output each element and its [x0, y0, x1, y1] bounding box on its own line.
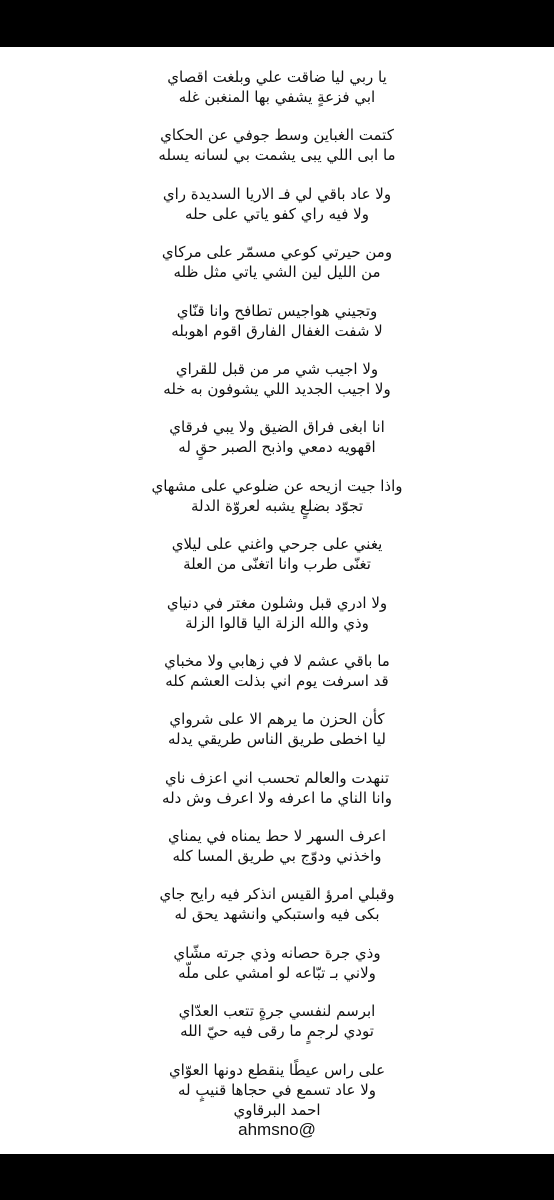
poem-stanza — [0, 709, 554, 767]
poem-stanza — [0, 826, 554, 884]
poem-line: اعرف السهر لا حط يمناه في يمناي — [167, 827, 387, 846]
poem-line: تنهدت والعالم تحسب اني اعزف ناي — [164, 768, 390, 787]
poem-line: ليا اخطى طريق الناس طريقي يدله — [168, 730, 386, 749]
poem-line: ولا عاد باقي لي فـ الاريا السديدة راي — [162, 184, 392, 203]
poem-line: ولا فيه راي كفو ياتي على حله — [185, 204, 369, 223]
poem-line: ولاني بـ تبّاعه لو امشي على ملّه — [178, 963, 376, 982]
poem-stanza — [0, 593, 554, 651]
poem-line: يا ربي ليا ضاقت علي وبلغت اقصاي — [167, 68, 387, 86]
author-name: احمد البرقاوي — [233, 1101, 321, 1119]
poem-line: ابي فزعةٍ يشفي بها المنغبن غله — [178, 88, 376, 106]
poem-line: ولا اجيب الجديد اللي يشوفون به خله — [163, 379, 391, 398]
poem-stanza — [0, 301, 554, 359]
poem-line: ولا ادري قبل وشلون مغتر في دنياي — [166, 593, 388, 612]
poem-stanza — [0, 359, 554, 417]
poem-line: يغني على جرحي واغني على ليلاي — [171, 535, 383, 554]
poem-stanza — [0, 184, 554, 242]
poem-line: لا شفت الغفال الفارق اقوم اهوبله — [171, 321, 383, 340]
poem-line: كأن الحزن ما يرهم الا على شرواي — [169, 710, 385, 729]
poem-stanza — [0, 1001, 554, 1059]
poem-line: اقهويه دمعي واذبح الصبر حقٍ له — [178, 438, 376, 457]
poem-line: ولا اجيب شي مر من قبل للقراي — [175, 359, 379, 378]
author-handle: ahmsno@ — [238, 1120, 316, 1139]
poem-line: وذي جرة حصانه وذي جرته مشّاي — [173, 943, 381, 962]
document-page — [0, 47, 554, 1154]
poem-stanza — [0, 943, 554, 1001]
poem-line: وذي والله الزلة اليا قالوا الزلة — [185, 613, 369, 632]
poem-line: واذا جيت ازيحه عن ضلوعي على مشهاي — [151, 476, 403, 495]
poem-line: من الليل لين الشي ياتي مثل ظله — [173, 263, 381, 282]
poem-stanza — [0, 242, 554, 300]
poem-line: واخذني ودوّج بي طريق المسا كله — [172, 847, 382, 866]
poem-line: ما ابى اللي يبى يشمت بي لسانه يسله — [158, 146, 396, 165]
poem-stanza — [0, 768, 554, 826]
poem-line: على راس عيطًا ينقطع دونها العوّاي — [168, 1060, 386, 1079]
poem-line: وقبلي امرؤ القيس انذكر فيه رايح جاي — [159, 885, 395, 904]
poem-line: تجوّد بضلعٍ يشبه لعروّة الدلة — [190, 496, 364, 515]
poem-stanza — [0, 884, 554, 942]
poem-line: وتجيني هواجيس تطافح وانا قنّاي — [176, 301, 378, 320]
signature-block — [0, 1100, 554, 1140]
poem-stanza — [0, 417, 554, 475]
poem-body — [0, 67, 554, 1118]
poem-line: قد اسرفت يوم اني بذلت العشم كله — [165, 671, 389, 690]
poem-line: ولا عاد تسمع في حجاها قنيبٍ له — [177, 1080, 377, 1099]
poem-line: وانا الناي ما اعرفه ولا اعرف وش دله — [162, 788, 392, 807]
poem-line: ما باقي عشم لا في زهابي ولا مخباي — [164, 651, 390, 670]
poem-line: تودي لرجمٍ ما رقى فيه حيّ الله — [180, 1022, 374, 1041]
poem-stanza — [0, 67, 554, 125]
poem-line: ومن حيرتي كوعي مسمّر على مركاي — [161, 243, 393, 262]
poem-line: تغنّى طرب وانا اتغنّى من العلة — [183, 555, 371, 574]
poem-stanza — [0, 534, 554, 592]
poem-stanza — [0, 125, 554, 183]
poem-line: بكى فيه واستبكي وانشهد يحق له — [174, 905, 380, 924]
poem-line: كتمت الغباين وسط جوفي عن الحكاي — [160, 126, 394, 145]
poem-line: انا ابغى فراق الضيق ولا يبي فرقاي — [169, 418, 385, 437]
poem-stanza — [0, 476, 554, 534]
poem-stanza — [0, 651, 554, 709]
poem-line: ابرسم لنفسي جرةٍ تتعب العدّاي — [178, 1002, 376, 1021]
